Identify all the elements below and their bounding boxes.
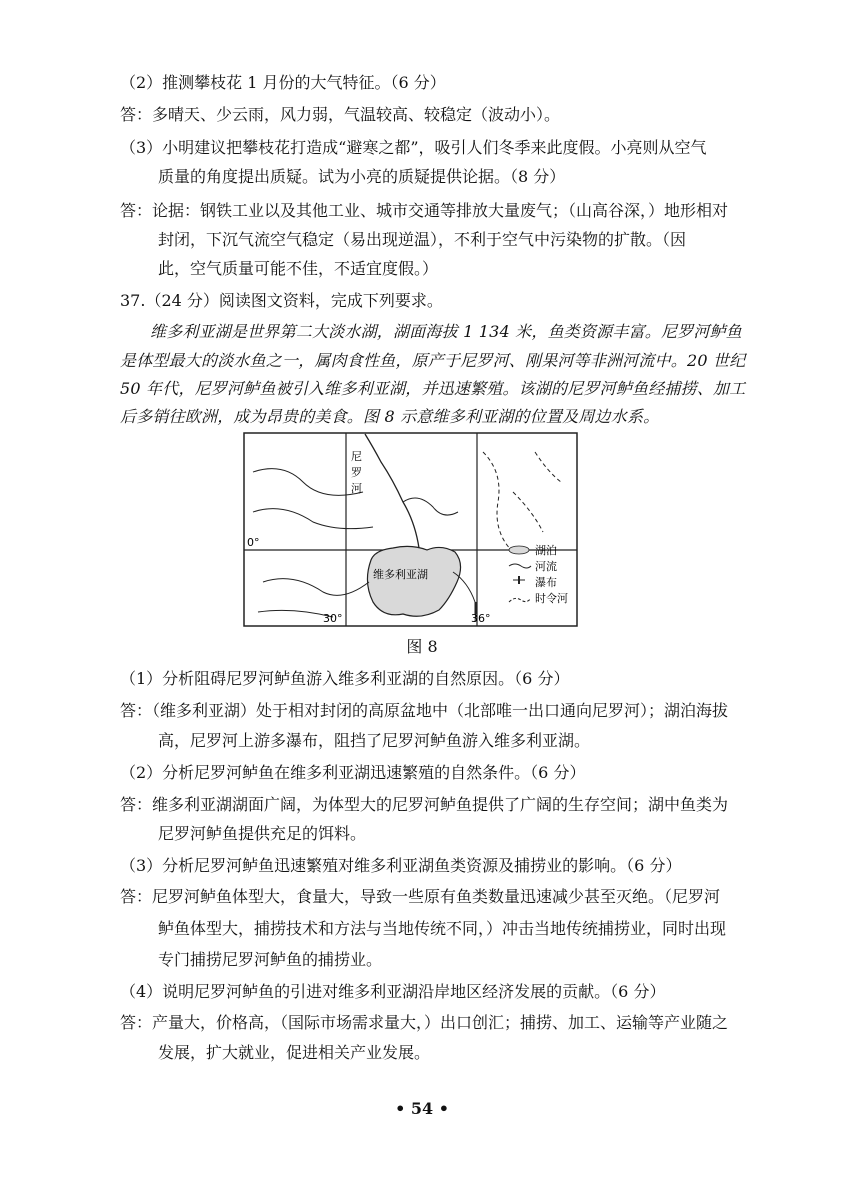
material-line2: 是体型最大的淡水鱼之一，属肉食性鱼，原产于尼罗河、刚果河等非洲河流中。20 世纪 <box>120 351 746 370</box>
lon-label-36: 36° <box>471 612 491 625</box>
a37-2-line1: 答：维多利亚湖湖面广阔，为体型大的尼罗河鲈鱼提供了广阔的生存空间；湖中鱼类为 <box>120 795 729 814</box>
a37-2-line2: 尼罗河鲈鱼提供充足的饵料。 <box>158 824 367 843</box>
lake-label: 维多利亚湖 <box>373 568 428 581</box>
figure-8-map <box>243 432 578 627</box>
material-line1: 维多利亚湖是世界第二大淡水湖，湖面海拔 1 134 米，鱼类资源丰富。尼罗河鲈鱼 <box>150 322 742 341</box>
q37-4: （4）说明尼罗河鲈鱼的引进对维多利亚湖沿岸地区经济发展的贡献。（6 分） <box>120 982 666 1001</box>
page-number: • 54 • <box>395 1099 449 1118</box>
lat-label: 0° <box>247 536 260 549</box>
legend-river: 河流 <box>535 560 557 573</box>
a37-3-line3: 专门捕捞尼罗河鲈鱼的捕捞业。 <box>158 950 383 969</box>
lon-label-30: 30° <box>323 612 343 625</box>
question-2: （2）推测攀枝花 1 月份的大气特征。（6 分） <box>120 73 446 92</box>
q37-1: （1）分析阻碍尼罗河鲈鱼游入维多利亚湖的自然原因。（6 分） <box>120 669 570 688</box>
material-line3: 50 年代，尼罗河鲈鱼被引入维多利亚湖，并迅速繁殖。该湖的尼罗河鲈鱼经捕捞、加工 <box>120 379 746 398</box>
question-37-title: 37.（24 分）阅读图文资料，完成下列要求。 <box>120 291 443 310</box>
river-label-ni: 尼 <box>351 450 362 463</box>
q37-2: （2）分析尼罗河鲈鱼在维多利亚湖迅速繁殖的自然条件。（6 分） <box>120 763 586 782</box>
a37-4-line2: 发展，扩大就业，促进相关产业发展。 <box>158 1043 431 1062</box>
question-3-line2: 质量的角度提出质疑。试为小亮的质疑提供论据。（8 分） <box>158 167 566 186</box>
legend-lake: 湖泊 <box>535 544 557 557</box>
answer-3-line2: 封闭，下沉气流空气稳定（易出现逆温），不利于空气中污染物的扩散。（因 <box>158 230 687 249</box>
figure-caption: 图 8 <box>406 637 438 656</box>
legend-seasonal: 时令河 <box>535 592 568 605</box>
legend-waterfall: 瀑布 <box>535 576 557 589</box>
answer-3-line1: 答：论据：钢铁工业以及其他工业、城市交通等排放大量废气；（山高谷深，）地形相对 <box>120 201 729 220</box>
answer-3-line3: 此，空气质量可能不佳，不适宜度假。） <box>158 259 439 278</box>
q37-3: （3）分析尼罗河鲈鱼迅速繁殖对维多利亚湖鱼类资源及捕捞业的影响。（6 分） <box>120 856 682 875</box>
material-line4: 后多销往欧洲，成为昂贵的美食。图 8 示意维多利亚湖的位置及周边水系。 <box>120 407 660 426</box>
river-label-luo: 罗 <box>351 466 362 479</box>
answer-2: 答：多晴天、少云雨，风力弱，气温较高、较稳定（波动小）。 <box>120 105 561 124</box>
a37-3-line2: 鲈鱼体型大，捕捞技术和方法与当地传统不同，）冲击当地传统捕捞业，同时出现 <box>158 919 727 938</box>
a37-4-line1: 答：产量大，价格高，（国际市场需求量大，）出口创汇；捕捞、加工、运输等产业随之 <box>120 1013 729 1032</box>
river-label-he: 河 <box>351 482 362 495</box>
a37-1-line1: 答：（维多利亚湖）处于相对封闭的高原盆地中（北部唯一出口通向尼罗河）；湖泊海拔 <box>120 701 729 720</box>
a37-1-line2: 高，尼罗河上游多瀑布，阻挡了尼罗河鲈鱼游入维多利亚湖。 <box>158 731 591 750</box>
a37-3-line1: 答：尼罗河鲈鱼体型大，食量大，导致一些原有鱼类数量迅速减少甚至灭绝。（尼罗河 <box>120 887 721 906</box>
question-3-line1: （3）小明建议把攀枝花打造成“避寒之都”，吸引人们冬季来此度假。小亮则从空气 <box>120 138 707 157</box>
legend-lake-icon <box>509 546 529 554</box>
